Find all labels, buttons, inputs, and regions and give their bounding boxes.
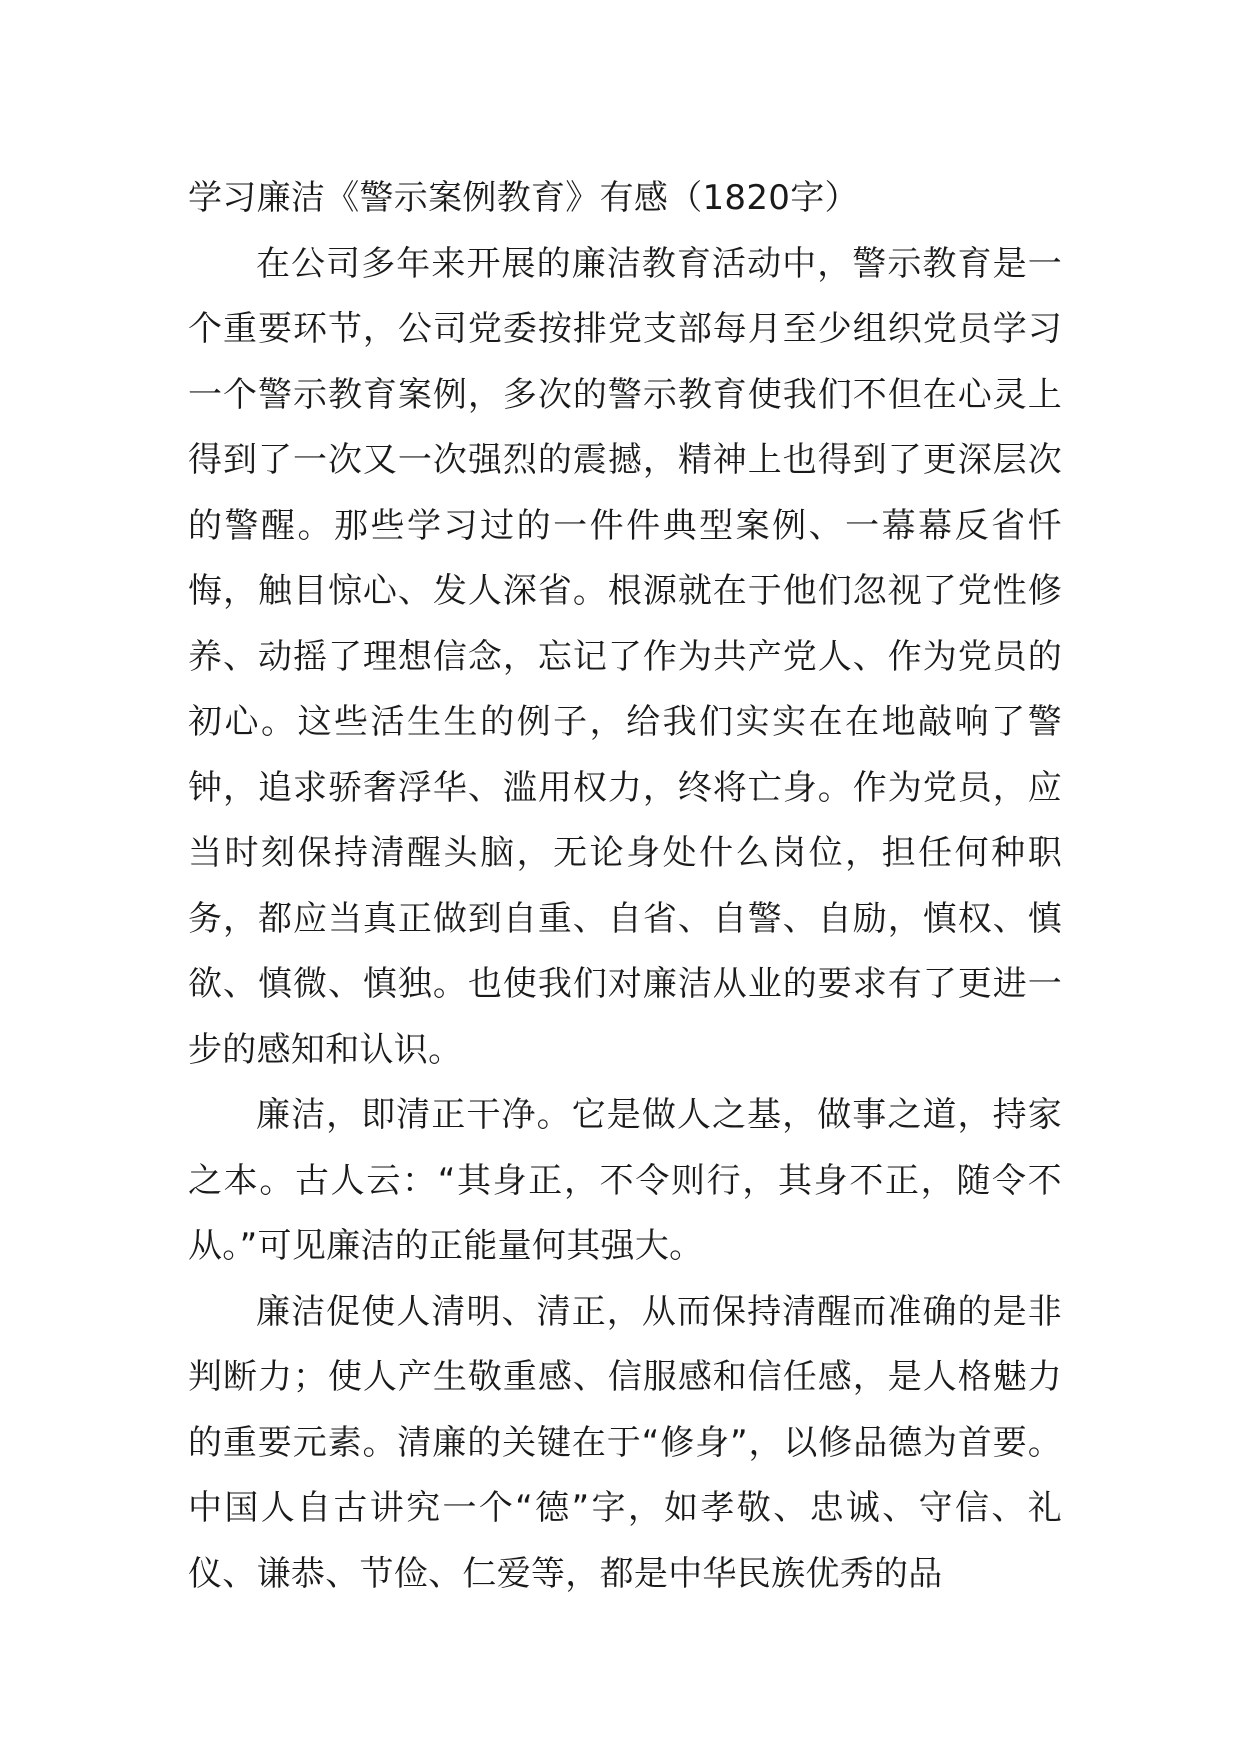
document-body bbox=[188, 166, 1062, 1607]
paragraph-2: 廉洁，即清正干净。它是做人之基，做事之道，持家之本。古人云：“其身正，不令则行，其身不正，随令不从。”可见廉洁的正能量何其强大。 bbox=[188, 1095, 1062, 1266]
paragraph-3: 廉洁促使人清明、清正，从而保持清醒而准确的是非判断力；使人产生敬重感、信服感和信任感，是人格魅力的重要元素。清廉的关键在于“修身”，以修品德为首要。中国人自古讲究一个“德”字，如孝敬、忠诚、守信、礼仪、谦恭、节俭、仁爱等，都是中华民族优秀的品 bbox=[188, 1291, 1062, 1594]
document-title: 学习廉洁《警示案例教育》有感（1820字） bbox=[188, 178, 859, 218]
paragraph-1: 在公司多年来开展的廉洁教育活动中，警示教育是一个重要环节，公司党委按排党支部每月至少组织党员学习一个警示教育案例，多次的警示教育使我们不但在心灵上得到了一次又一次强烈的震撼，精神上也得到了更深层次的警醒。那些学习过的一件件典型案例、一幕幕反省忏悔，触目惊心、发人深省。根源就在于他们忽视了党性修养、动摇了理想信念，忘记了作为共产党人、作为党员的初心。这些活生生的例子，给我们实实在在地敲响了警钟，追求骄奢浮华、滥用权力，终将亡身。作为党员，应当时刻保持清醒头脑，无论身处什么岗位，担任何种职务，都应当真正做到自重、自省、自警、自励，慎权、慎欲、慎微、慎独。也使我们对廉洁从业的要求有了更进一步的感知和认识。 bbox=[188, 243, 1062, 1070]
